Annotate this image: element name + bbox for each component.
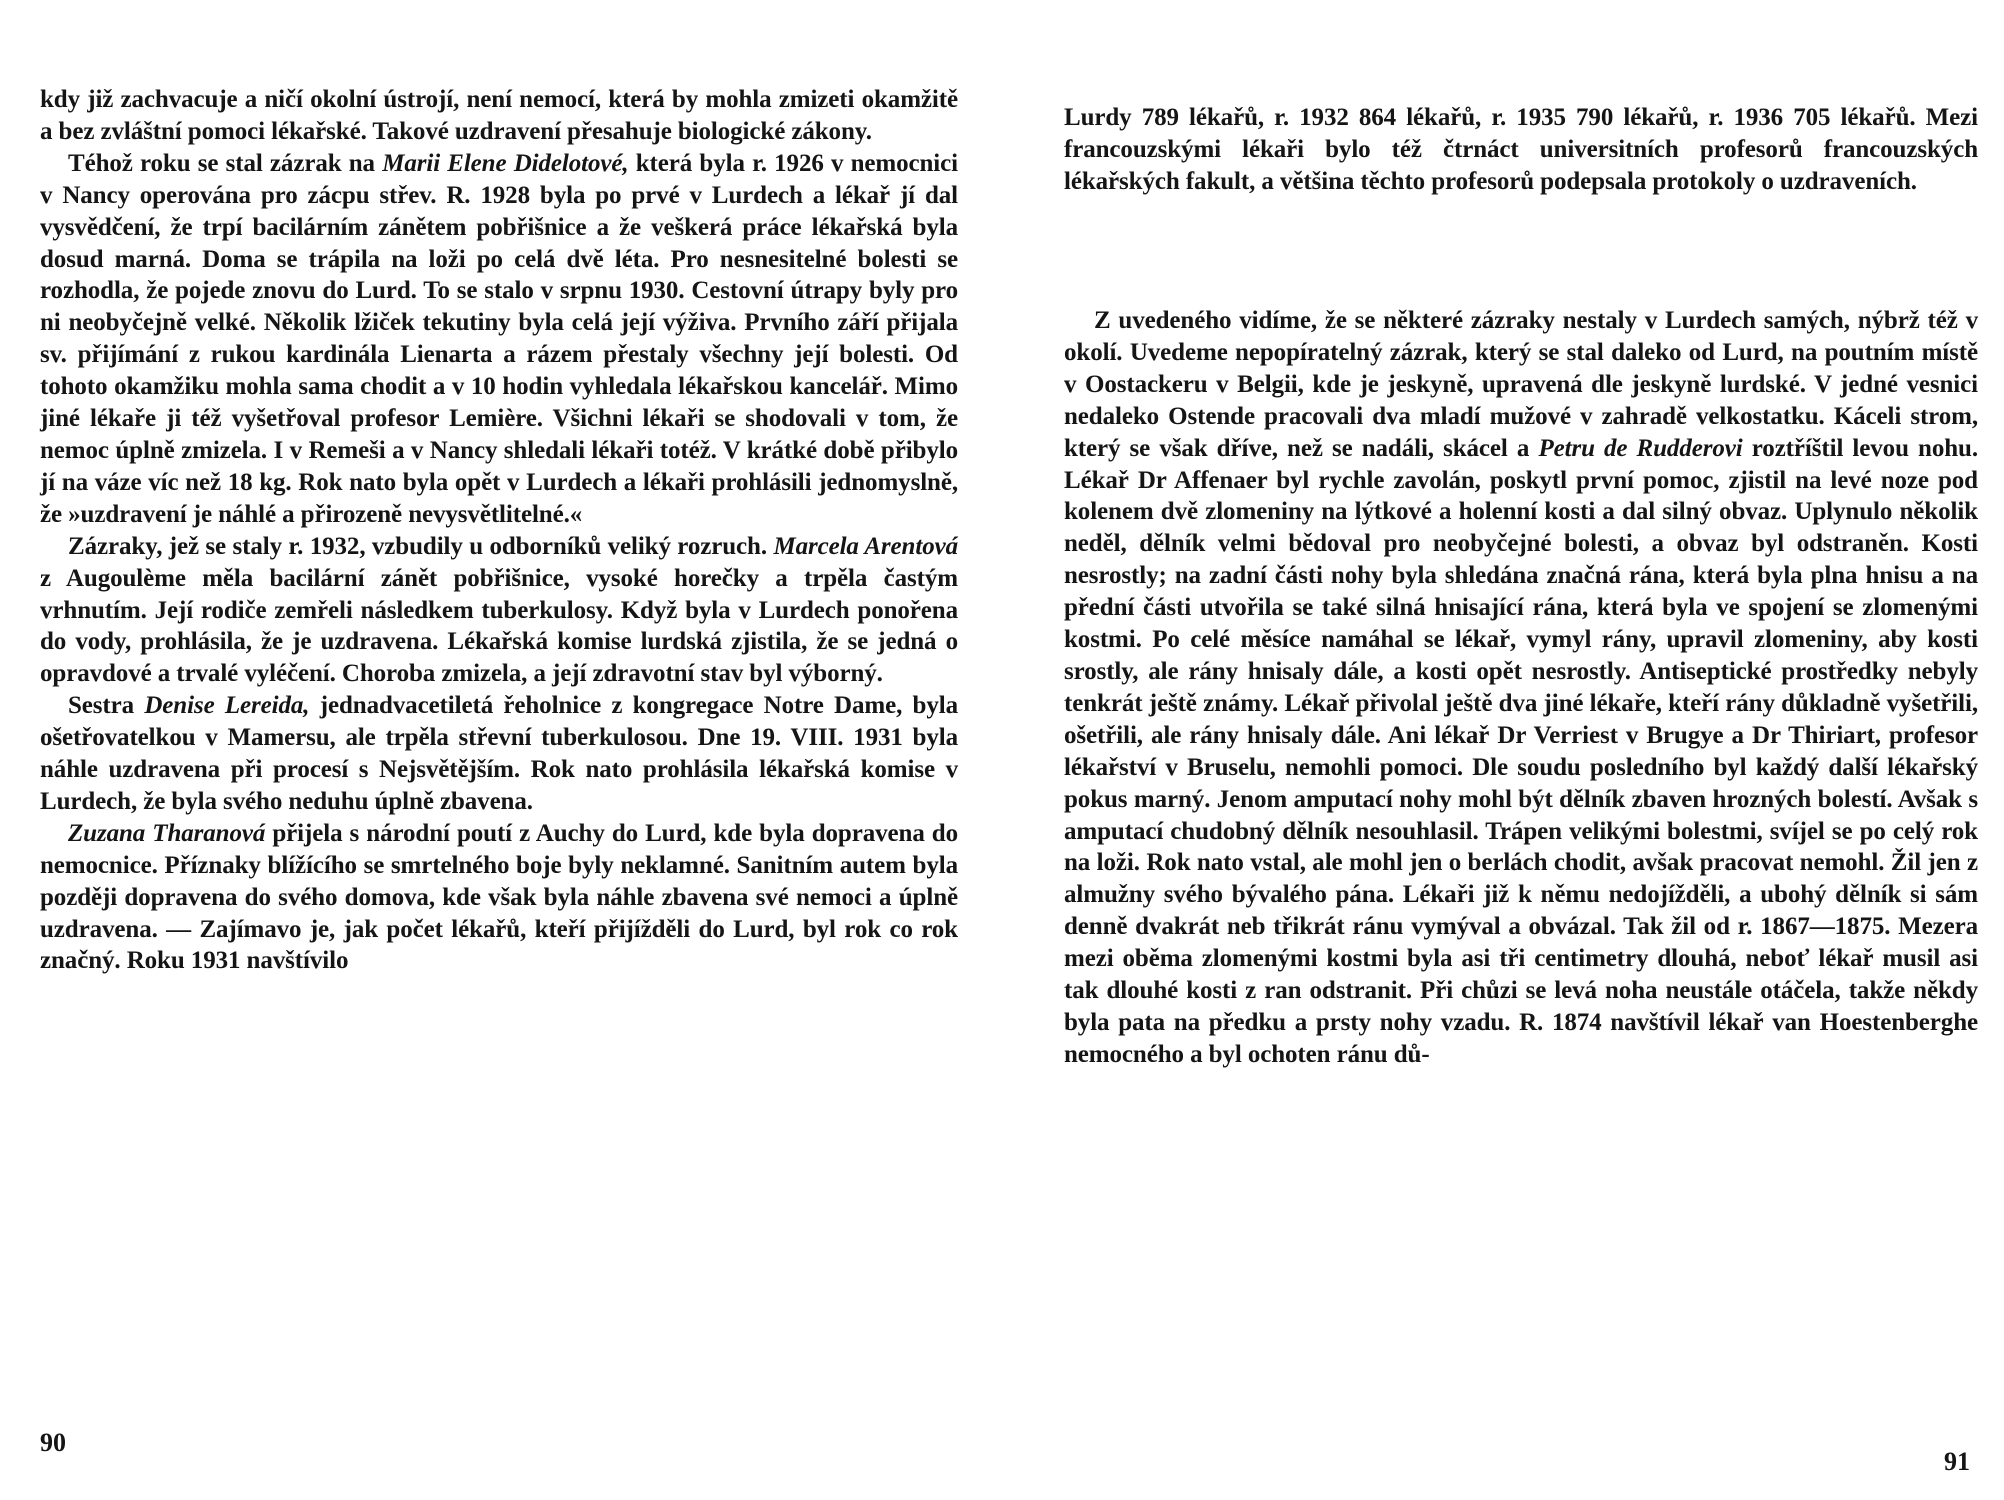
left-paragraph-5: Zuzana Tharanová přijela s národní poutí z Auchy do Lurd, kde byla dopravena do nemocnice. Příznaky blížícího se smrtelného boje byly neklamné. Sanitním autem byla později dopravena do svého domova, kde však byla náhle zbavena své nemoci a úplně uzdravena. — Zajímavo je, jak počet lékařů, kteří přijížděli do Lurd, byl rok co rok značný. Roku 1931 navštívilo xyxy=(40,819,958,975)
page-number-right: 91 xyxy=(1944,1447,1970,1476)
left-paragraph-1: kdy již zachvacuje a ničí okolní ústrojí, není nemocí, která by mohla zmizeti okamžitě a bez zvláštní pomoci lékařské. Takové uzdravení přesahuje biologické zákony. xyxy=(40,86,958,145)
right-page-bottom-text xyxy=(1064,305,1978,1071)
italic-name: Marcela Arentová xyxy=(773,532,958,560)
left-paragraph-2: Téhož roku se stal zázrak na Marii Elene Didelotové, která byla r. 1926 v nemocnici v Nancy operována pro zácpu střev. R. 1928 byla po prvé v Lurdech a lékař jí dal vysvědčení, že trpí bacilárním zánětem pobřišnice a že veškerá práce lékařská byla dosud marná. Doma se trápila na loži po celá dvě léta. Pro nesnesitelné bolesti se rozhodla, že pojede znovu do Lurd. To se stalo v srpnu 1930. Cestovní útrapy byly pro ni neobyčejně velké. Několik lžiček tekutiny byla celá její výživa. Prvního září přijala sv. přijímání z rukou kardinála Lienarta a rázem přestaly všechny její bolesti. Od tohoto okamžiku mohla sama chodit a v 10 hodin vyhledala lékařskou kancelář. Mimo jiné lékaře ji též vyšetřoval profesor Lemière. Všichni lékaři se shodovali v tom, že nemoc úplně zmizela. I v Remeši a v Nancy shledali lékaři totéž. V krátké době přibylo jí na váze víc než 18 kg. Rok nato byla opět v Lurdech a lékaři prohlásili jednomyslně, že »uzdravení je náhlé a přirozeně nevysvětlitelné.« xyxy=(40,149,958,528)
italic-name: Petru de Rudderovi xyxy=(1538,434,1743,462)
right-page xyxy=(1002,0,2004,1500)
right-paragraph-2: Z uvedeného vidíme, že se některé zázraky nestaly v Lurdech samých, nýbrž též v okolí. Uvedeme nepopíratelný zázrak, který se stal daleko od Lurd, na poutním místě v Oostackeru v Belgii, kde je jeskyně, upravená dle jeskyně lurdské. V jedné vesnici nedaleko Ostende pracovali dva mladí mužové v zahradě velkostatku. Káceli strom, který se však dříve, než se nadáli, skácel a Petru de Rudderovi roztříštil levou nohu. Lékař Dr Affenaer byl rychle zavolán, poskytl první pomoc, zjistil na levé noze pod kolenem dvě zlomeniny na lýtkové a holenní kosti a dal silný obvaz. Uplynulo několik neděl, dělník velmi bědoval pro neobyčejné bolesti, a obvaz byl odstraněn. Kosti nesrostly; na zadní části nohy byla shledána značná rána, která byla plna hnisu a na přední části utvořila se také silná hnisající rána, která byla ve spojení se zlomenými kostmi. Po celé měsíce namáhal se lékař, vymyl rány, upravil zlomeniny, aby kosti srostly, ale rány hnisaly dále, a kosti opět nesrostly. Antiseptické prostředky nebyly tenkrát ještě známy. Lékař přivolal ještě dva jiné lékaře, kteří rány důkladně vyšetřili, ošetřili, ale rány hnisaly dále. Ani lékař Dr Verriest v Brugye a Dr Thiriart, profesor lékařství v Bruselu, nemohli pomoci. Dle soudu posledního byl každý další lékařský pokus marný. Jenom amputací nohy mohl být dělník zbaven hrozných bolestí. Avšak s amputací chudobný dělník nesouhlasil. Trápen velikými bolestmi, svíjel se po celý rok na loži. Rok nato vstal, ale mohl jen o berlách chodit, avšak pracovat nemohl. Žil jen z almužny svého bývalého pána. Lékaři již k němu nedojížděli, a ubohý dělník si sám denně dvakrát neb třikrát ránu vymýval a obvázal. Tak žil od r. 1867—1875. Mezera mezi oběma zlomenými kostmi byla asi tři centimetry dlouhá, neboť lékař musil asi tak dlouhé kosti z ran odstranit. Při chůzi se levá noha neustále otáčela, takže někdy byla pata na předku a prsty nohy vzadu. R. 1874 navštívil lékař van Hoestenberghe nemocného a byl ochoten ránu dů- xyxy=(1064,307,1978,1068)
italic-name: Marii Elene Didelotové, xyxy=(382,149,629,177)
right-paragraph-1: Lurdy 789 lékařů, r. 1932 864 lékařů, r. 1935 790 lékařů, r. 1936 705 lékařů. Mezi francouzskými lékaři bylo též čtrnáct universitních profesorů francouzských lékařských fakult, a většina těchto profesorů podepsala protokoly o uzdraveních. xyxy=(1064,104,1978,195)
page-number-left: 90 xyxy=(40,1428,66,1457)
left-page-text xyxy=(40,84,958,977)
left-paragraph-4: Sestra Denise Lereida, jednadvacetiletá řeholnice z kongregace Notre Dame, byla ošetřovatelkou v Mamersu, ale trpěla střevní tuberkulosou. Dne 19. VIII. 1931 byla náhle uzdravena při procesí s Nejsvětějším. Rok nato prohlásila lékařská komise v Lurdech, že byla svého neduhu úplně zbavena. xyxy=(40,692,959,815)
right-page-top-text xyxy=(1064,102,1978,198)
left-paragraph-3: Zázraky, jež se staly r. 1932, vzbudily u odborníků veliký rozruch. Marcela Arentová z Augoulème měla bacilární zánět pobřišnice, vysoké horečky a trpěla častým vrhnutím. Její rodiče zemřeli následkem tuberkulosy. Když byla v Lurdech ponořena do vody, prohlásila, že je uzdravena. Lékařská komise lurdská zjistila, že se jedná o opravdové a trvalé vyléčení. Choroba zmizela, a její zdravotní stav byl výborný. xyxy=(40,532,958,688)
italic-name: Zuzana Tharanová xyxy=(68,819,266,847)
italic-name: Denise Lereida, xyxy=(144,692,310,720)
